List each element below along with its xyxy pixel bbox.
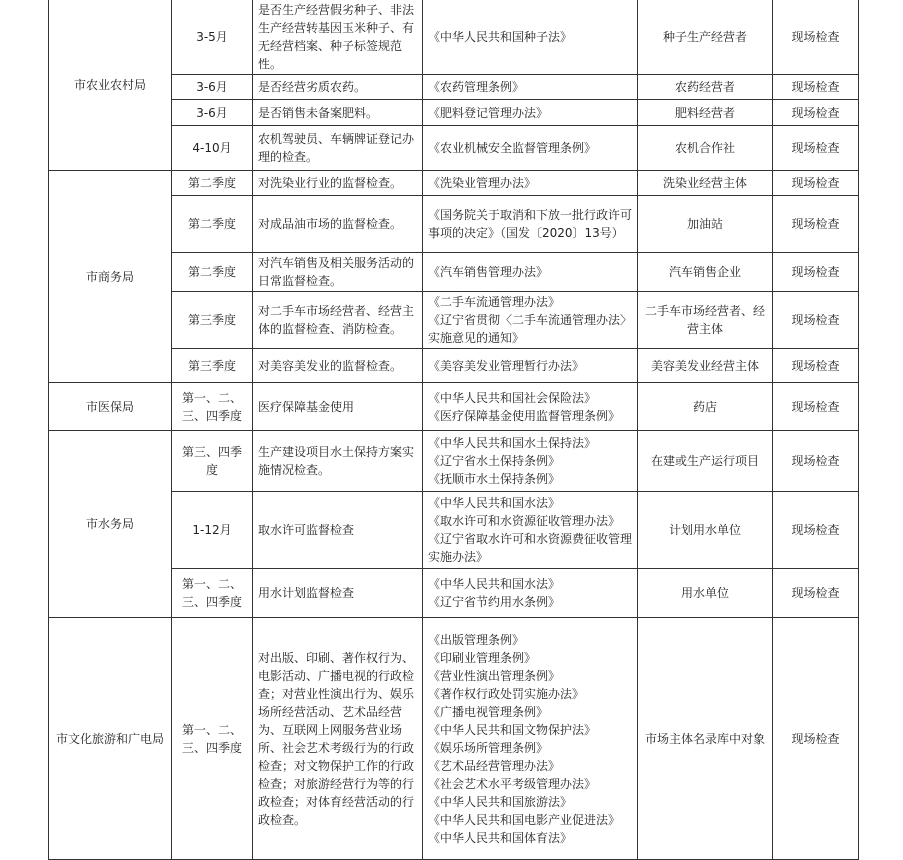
law-item: 《肥料登记管理办法》 xyxy=(428,105,549,120)
period-cell: 3-5月 xyxy=(172,0,253,75)
law-item: 《医疗保障基金使用监督管理条例》 xyxy=(428,408,621,423)
law-cell xyxy=(423,492,638,569)
law-item: 《中华人民共和国种子法》 xyxy=(428,29,573,44)
content-cell: 对美容美发业的监督检查。 xyxy=(253,349,423,383)
law-cell xyxy=(423,431,638,492)
method-cell: 现场检查 xyxy=(773,171,859,196)
target-cell: 加油站 xyxy=(638,196,773,253)
target-cell: 农机合作社 xyxy=(638,126,773,171)
table-row xyxy=(49,431,859,492)
law-item: 《中华人民共和国水土保持法》 xyxy=(428,436,597,450)
target-cell: 药店 xyxy=(638,383,773,431)
method-cell: 现场检查 xyxy=(773,349,859,383)
law-item: 《辽宁省取水许可和水资源费征收管理实施办法》 xyxy=(428,532,633,564)
period-cell: 4-10月 xyxy=(172,126,253,171)
period-cell: 1-12月 xyxy=(172,492,253,569)
law-item: 《营业性演出管理条例》 xyxy=(428,668,561,683)
period-cell: 第一、二、三、四季度 xyxy=(172,569,253,618)
method-cell: 现场检查 xyxy=(773,196,859,253)
target-cell: 洗染业经营主体 xyxy=(638,171,773,196)
method-cell: 现场检查 xyxy=(773,383,859,431)
inspection-plan-table xyxy=(48,0,859,860)
content-cell: 医疗保障基金使用 xyxy=(253,383,423,431)
law-cell xyxy=(423,196,638,253)
law-item: 《艺术品经营管理办法》 xyxy=(428,758,561,773)
table-row xyxy=(49,618,859,860)
law-cell xyxy=(423,569,638,618)
law-cell xyxy=(423,618,638,860)
content-cell: 对成品油市场的监督检查。 xyxy=(253,196,423,253)
agency-cell: 市农业农村局 xyxy=(49,0,172,171)
law-cell xyxy=(423,0,638,75)
law-item: 《印刷业管理条例》 xyxy=(428,650,537,665)
period-cell: 第二季度 xyxy=(172,196,253,253)
content-cell: 农机驾驶员、车辆牌证登记办理的检查。 xyxy=(253,126,423,171)
content-cell: 对汽车销售及相关服务活动的日常监督检查。 xyxy=(253,253,423,292)
law-item: 《娱乐场所管理条例》 xyxy=(428,740,549,755)
agency-cell: 市商务局 xyxy=(49,171,172,383)
method-cell: 现场检查 xyxy=(773,75,859,100)
target-cell: 美容美发业经营主体 xyxy=(638,349,773,383)
period-cell: 第二季度 xyxy=(172,171,253,196)
law-item: 《出版管理条例》 xyxy=(428,632,525,647)
law-item: 《汽车销售管理办法》 xyxy=(428,265,549,279)
period-cell: 第一、二、三、四季度 xyxy=(172,618,253,860)
content-cell: 是否经营劣质农药。 xyxy=(253,75,423,100)
content-cell: 对出版、印刷、著作权行为、电影活动、广播电视的行政检查；对营业性演出行为、娱乐场所经营活动、艺术品经营为、互联网上网服务营业场所、社会艺术考级行为的行政检查；对文物保护工作的行政检查；对旅游经营行为等的行政检查；对体育经营活动的行政检查。 xyxy=(253,618,423,860)
law-cell xyxy=(423,383,638,431)
law-item: 《广播电视管理条例》 xyxy=(428,704,549,719)
target-cell: 二手车市场经营者、经营主体 xyxy=(638,292,773,349)
law-item: 《抚顺市水土保持条例》 xyxy=(428,472,561,486)
target-cell: 汽车销售企业 xyxy=(638,253,773,292)
method-cell: 现场检查 xyxy=(773,618,859,860)
law-item: 《辽宁省贯彻〈二手车流通管理办法〉实施意见的通知》 xyxy=(428,313,633,345)
law-cell xyxy=(423,75,638,100)
period-cell: 第三、四季度 xyxy=(172,431,253,492)
table-row xyxy=(49,0,859,75)
content-cell: 生产建设项目水土保持方案实施情况检查。 xyxy=(253,431,423,492)
law-item: 《中华人民共和国旅游法》 xyxy=(428,794,573,809)
method-cell: 现场检查 xyxy=(773,569,859,618)
table-row xyxy=(49,383,859,431)
law-cell xyxy=(423,292,638,349)
method-cell: 现场检查 xyxy=(773,0,859,75)
law-item: 《中华人民共和国文物保护法》 xyxy=(428,722,597,737)
law-item: 《中华人民共和国水法》 xyxy=(428,577,561,591)
law-cell xyxy=(423,253,638,292)
method-cell: 现场检查 xyxy=(773,126,859,171)
law-item: 《洗染业管理办法》 xyxy=(428,176,537,190)
method-cell: 现场检查 xyxy=(773,292,859,349)
content-cell: 是否生产经营假劣种子、非法生产经营转基因玉米种子、有无经营档案、种子标签规范性。 xyxy=(253,0,423,75)
law-item: 《农业机械安全监督管理条例》 xyxy=(428,141,597,155)
target-cell: 种子生产经营者 xyxy=(638,0,773,75)
law-cell xyxy=(423,100,638,126)
method-cell: 现场检查 xyxy=(773,431,859,492)
method-cell: 现场检查 xyxy=(773,253,859,292)
law-item: 《取水许可和水资源征收管理办法》 xyxy=(428,514,621,528)
law-item: 《辽宁省水土保持条例》 xyxy=(428,454,561,468)
law-item: 《辽宁省节约用水条例》 xyxy=(428,595,561,609)
law-item: 《农药管理条例》 xyxy=(428,80,525,94)
law-item: 《中华人民共和国社会保险法》 xyxy=(428,390,597,405)
law-item: 《著作权行政处罚实施办法》 xyxy=(428,686,585,701)
content-cell: 对洗染业行业的监督检查。 xyxy=(253,171,423,196)
content-cell: 对二手车市场经营者、经营主体的监督检查、消防检查。 xyxy=(253,292,423,349)
law-item: 《美容美发业管理暂行办法》 xyxy=(428,358,585,373)
law-cell xyxy=(423,171,638,196)
period-cell: 第三季度 xyxy=(172,349,253,383)
content-cell: 取水许可监督检查 xyxy=(253,492,423,569)
law-item: 《中华人民共和国体育法》 xyxy=(428,830,573,845)
content-cell: 用水计划监督检查 xyxy=(253,569,423,618)
target-cell: 计划用水单位 xyxy=(638,492,773,569)
method-cell: 现场检查 xyxy=(773,100,859,126)
period-cell: 3-6月 xyxy=(172,100,253,126)
target-cell: 市场主体名录库中对象 xyxy=(638,618,773,860)
target-cell: 农药经营者 xyxy=(638,75,773,100)
table-row xyxy=(49,171,859,196)
target-cell: 用水单位 xyxy=(638,569,773,618)
law-item: 《二手车流通管理办法》 xyxy=(428,295,561,309)
period-cell: 3-6月 xyxy=(172,75,253,100)
period-cell: 第三季度 xyxy=(172,292,253,349)
period-cell: 第一、二、三、四季度 xyxy=(172,383,253,431)
law-item: 《中华人民共和国水法》 xyxy=(428,496,561,510)
agency-cell: 市文化旅游和广电局 xyxy=(49,618,172,860)
target-cell: 肥料经营者 xyxy=(638,100,773,126)
law-item: 《社会艺术水平考级管理办法》 xyxy=(428,776,597,791)
content-cell: 是否销售未备案肥料。 xyxy=(253,100,423,126)
law-item: 《中华人民共和国电影产业促进法》 xyxy=(428,812,621,827)
method-cell: 现场检查 xyxy=(773,492,859,569)
law-cell xyxy=(423,349,638,383)
law-cell xyxy=(423,126,638,171)
period-cell: 第二季度 xyxy=(172,253,253,292)
agency-cell: 市医保局 xyxy=(49,383,172,431)
target-cell: 在建或生产运行项目 xyxy=(638,431,773,492)
law-item: 《国务院关于取消和下放一批行政许可事项的决定》（国发〔2020〕13号） xyxy=(428,208,633,240)
agency-cell: 市水务局 xyxy=(49,431,172,618)
